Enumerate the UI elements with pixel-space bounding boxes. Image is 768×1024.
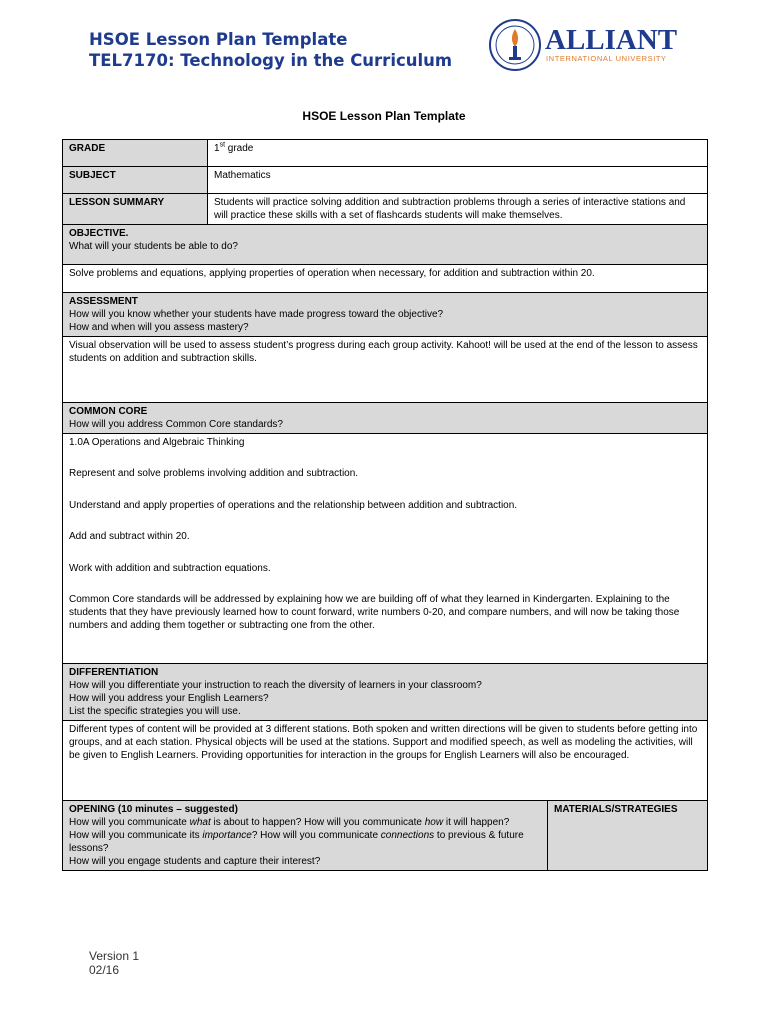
assessment-header	[63, 293, 708, 337]
assessment-header-row	[63, 293, 708, 337]
subject-value: Mathematics	[208, 167, 708, 194]
assessment-question-1: How will you know whether your students have made progress toward the objective?	[69, 309, 444, 320]
differentiation-heading: DIFFERENTIATION	[69, 667, 159, 678]
differentiation-header	[63, 664, 708, 721]
grade-label: GRADE	[63, 140, 208, 167]
seal-icon	[490, 20, 540, 70]
subject-row	[63, 167, 708, 194]
differentiation-header-row	[63, 664, 708, 721]
differentiation-question-3: List the specific strategies you will use.	[69, 706, 241, 717]
summary-label: LESSON SUMMARY	[63, 194, 208, 225]
objective-question: What will your students be able to do?	[69, 241, 238, 252]
header-title	[89, 29, 452, 71]
common-core-line: Understand and apply properties of operations and the relationship between addition and subtraction.	[69, 500, 518, 511]
differentiation-answer-row	[63, 721, 708, 801]
lesson-plan-table	[62, 139, 708, 871]
grade-row	[63, 140, 708, 167]
opening-question-1: How will you communicate what is about to happen? How will you communicate how it will happen?	[69, 817, 510, 828]
grade-value	[208, 140, 708, 167]
grade-ordinal: st	[219, 141, 226, 149]
opening-heading: OPENING (10 minutes – suggested)	[69, 804, 238, 815]
assessment-answer-row	[63, 337, 708, 403]
version-date: 02/16	[89, 963, 120, 977]
opening-row	[63, 801, 708, 871]
assessment-heading: ASSESSMENT	[69, 296, 138, 307]
common-core-question: How will you address Common Core standards?	[69, 419, 283, 430]
assessment-question-2: How and when will you assess mastery?	[69, 322, 249, 333]
subject-label: SUBJECT	[63, 167, 208, 194]
header-line-1: HSOE Lesson Plan Template	[89, 30, 348, 49]
objective-answer-row	[63, 265, 708, 293]
materials-strategies-heading: MATERIALS/STRATEGIES	[548, 801, 708, 871]
common-core-heading: COMMON CORE	[69, 406, 148, 417]
objective-heading: OBJECTIVE.	[69, 228, 129, 239]
differentiation-answer: Different types of content will be provided at 3 different stations. Both spoken and written directions will be given to students before getting into groups, and at each station. Physical objects will be used at the stations. Support and modified speech, as well as modeling the activities, will be given to English Learners. Providing opportunities for interaction in the groups for English Learners will also be encouraged.	[63, 721, 708, 801]
summary-row	[63, 194, 708, 225]
alliant-logo	[488, 17, 688, 73]
opening-question-3: How will you engage students and capture their interest?	[69, 856, 321, 867]
common-core-line: Work with addition and subtraction equations.	[69, 563, 271, 574]
logo-subtitle: INTERNATIONAL UNIVERSITY	[546, 54, 667, 63]
logo-wordmark: ALLIANT	[545, 24, 678, 56]
opening-question-2: How will you communicate its importance? How will you communicate connections to previous & future lessons?	[69, 830, 524, 854]
common-core-answer-row	[63, 434, 708, 664]
header-line-2: TEL7170: Technology in the Curriculum	[89, 51, 453, 70]
footer	[89, 949, 139, 977]
version-label: Version 1	[89, 949, 140, 963]
objective-header	[63, 225, 708, 265]
common-core-answer	[63, 434, 708, 664]
differentiation-question-2: How will you address your English Learners?	[69, 693, 269, 704]
document-title: HSOE Lesson Plan Template	[302, 109, 466, 123]
objective-answer: Solve problems and equations, applying properties of operation when necessary, for addition and subtraction within 20.	[63, 265, 708, 293]
differentiation-question-1: How will you differentiate your instruction to reach the diversity of learners in your classroom?	[69, 680, 482, 691]
common-core-line: Represent and solve problems involving addition and subtraction.	[69, 468, 359, 479]
common-core-line: Common Core standards will be addressed by explaining how we are building off of what they learned in Kindergarten. Explaining to the students that they have previously learned how to count forward, write numbers 0-20, and compare numbers, and will now be taking those numbers and adding them together or subtracting one from the other.	[69, 594, 680, 631]
common-core-line: 1.0A Operations and Algebraic Thinking	[69, 437, 245, 448]
common-core-line: Add and subtract within 20.	[69, 531, 190, 542]
objective-header-row	[63, 225, 708, 265]
grade-word: grade	[225, 143, 254, 154]
common-core-header-row	[63, 403, 708, 434]
opening-cell	[63, 801, 548, 871]
common-core-header	[63, 403, 708, 434]
grade-number: 1	[214, 143, 220, 154]
assessment-answer: Visual observation will be used to assess student’s progress during each group activity. Kahoot! will be used at the end of the lesson to assess students on addition and subtraction skills.	[63, 337, 708, 403]
summary-value: Students will practice solving addition and subtraction problems through a series of interactive stations and will practice these skills with a set of flashcards students will make themselves.	[208, 194, 708, 225]
